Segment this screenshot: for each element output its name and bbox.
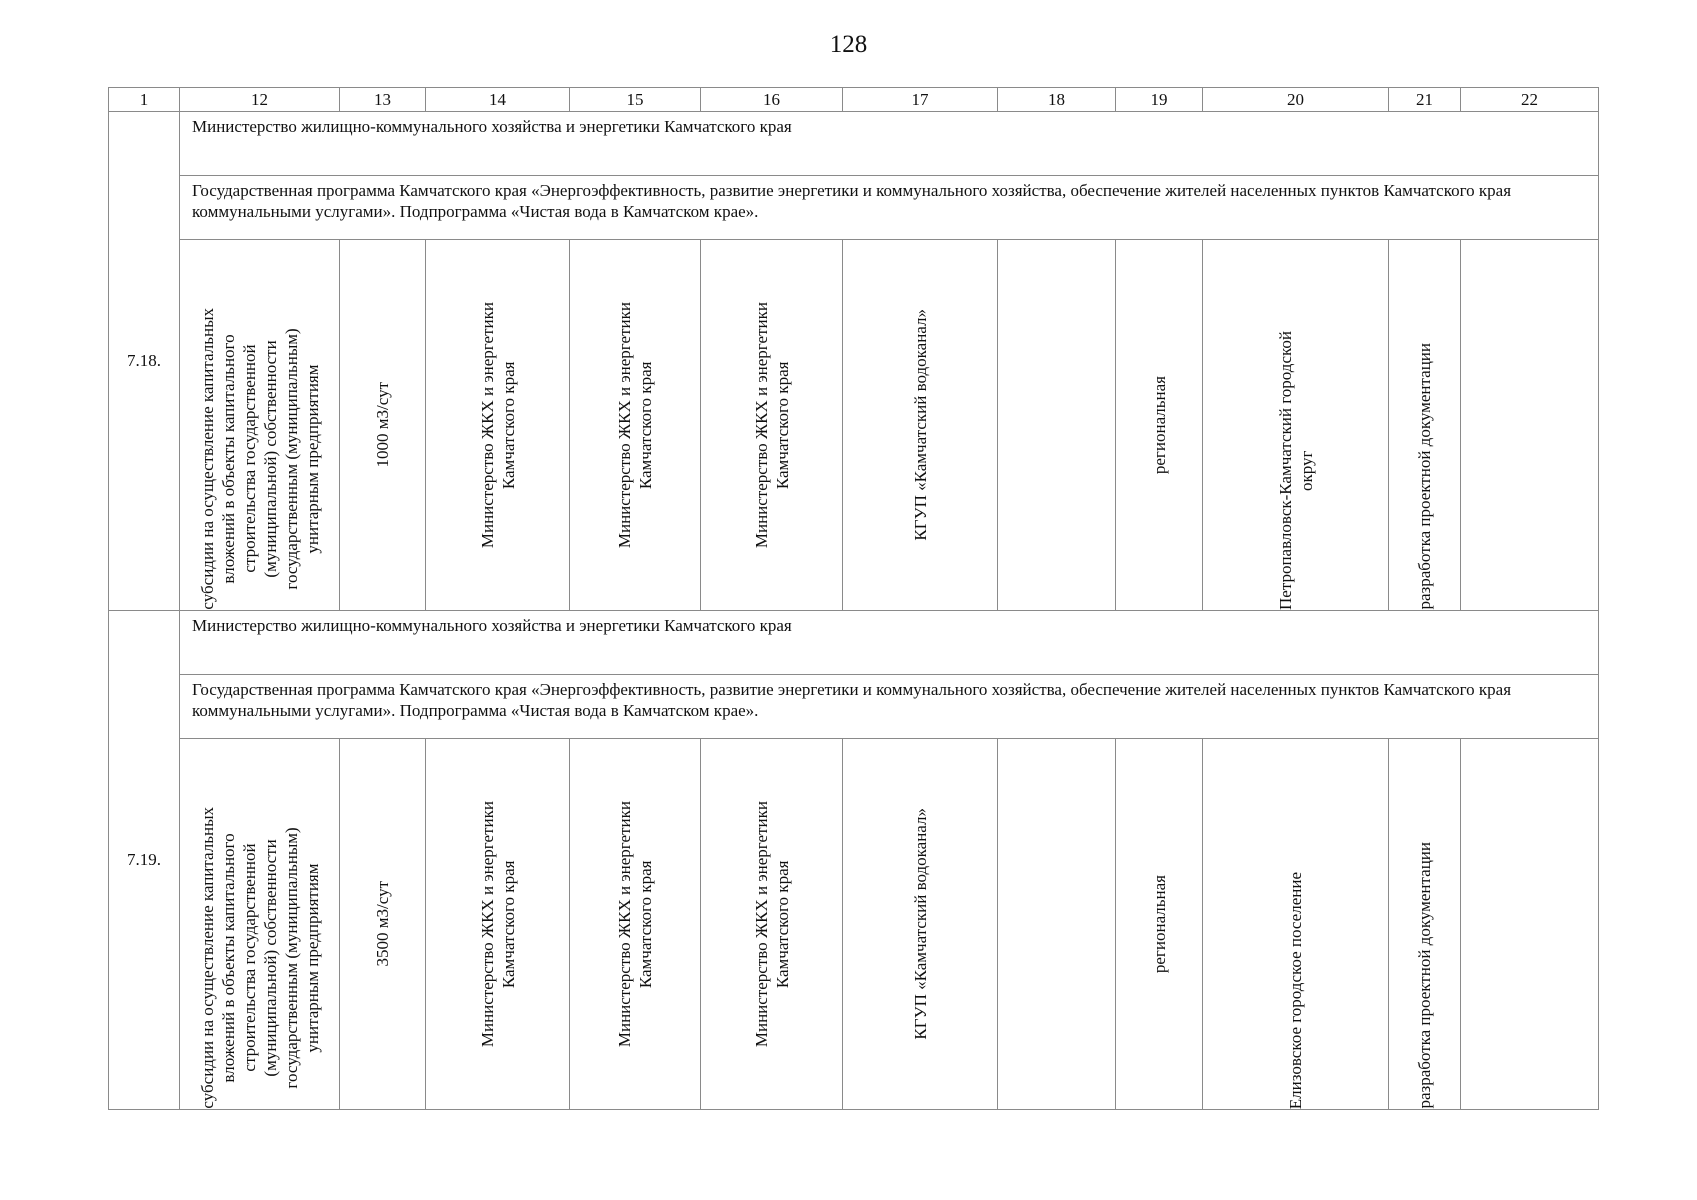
table-row-program	[109, 675, 1599, 739]
column-header: 15	[570, 88, 701, 112]
header-row	[109, 88, 1599, 112]
text-line: строительства государственной	[239, 844, 259, 1073]
vertical-text	[372, 382, 393, 467]
text-line: Министерство ЖКХ и энергетики	[751, 800, 771, 1048]
table-row-ministry	[109, 112, 1599, 176]
text-line: Елизовское городское поселение	[1286, 871, 1305, 1109]
column-header: 14	[426, 88, 570, 112]
vertical-text	[614, 801, 656, 1047]
text-line: вложений в объекты капитального	[218, 833, 238, 1083]
column-header: 12	[180, 88, 340, 112]
column-header: 20	[1203, 88, 1389, 112]
text-line: субсидии на осуществление капитальных	[197, 308, 217, 610]
text-line: субсидии на осуществление капитальных	[197, 807, 217, 1109]
text-line: государственным (муниципальным)	[281, 328, 301, 590]
cell-c14	[426, 240, 570, 611]
text-line: унитарным предприятиям	[302, 863, 322, 1053]
text-line: КГУП «Камчатский водоканал»	[910, 808, 930, 1040]
program-cell: Государственная программа Камчатского края «Энергоэффективность, развитие энергетики и коммунального хозяйства, обеспечение жителей населенных пунктов Камчатского края коммунальными услугами». Подпрограмма «Чистая вода в Камчатском крае».	[180, 176, 1599, 240]
vertical-text	[1149, 875, 1170, 973]
text-line: Камчатского края	[636, 860, 655, 988]
cell-c19	[1116, 739, 1203, 1110]
row-number: 7.18.	[109, 112, 180, 611]
column-header: 18	[998, 88, 1116, 112]
text-line: вложений в объекты капитального	[218, 334, 238, 584]
column-header: 13	[340, 88, 426, 112]
cell-c21	[1389, 739, 1461, 1110]
column-header: 21	[1389, 88, 1461, 112]
vertical-text	[751, 302, 793, 548]
column-header: 16	[701, 88, 843, 112]
cell-c13	[340, 739, 426, 1110]
text-line: (муниципальной) собственности	[260, 839, 280, 1077]
text-line: Министерство ЖКХ и энергетики	[751, 301, 771, 549]
text-line: Камчатского края	[498, 860, 518, 988]
text-line: Камчатского края	[636, 361, 655, 489]
row-number: 7.19.	[109, 611, 180, 1110]
vertical-text	[1285, 872, 1306, 1109]
project-table	[108, 87, 1599, 1110]
cell-c13	[340, 240, 426, 611]
text-line: разработка проектной документации	[1415, 343, 1434, 610]
cell-c15	[570, 739, 701, 1110]
text-line: округ	[1296, 450, 1316, 491]
page-number: 128	[829, 31, 868, 58]
vertical-text	[751, 801, 793, 1047]
text-line: Петропавловск-Камчатский городской	[1275, 331, 1295, 610]
vertical-text	[477, 302, 519, 548]
vertical-text	[1149, 376, 1170, 474]
text-line: государственным (муниципальным)	[281, 827, 301, 1089]
cell-c20	[1203, 739, 1389, 1110]
vertical-text	[197, 807, 323, 1109]
text-line: региональная	[1149, 874, 1169, 974]
cell-c21	[1389, 240, 1461, 611]
cell-c18	[998, 240, 1116, 611]
column-header: 22	[1461, 88, 1599, 112]
vertical-text	[1275, 331, 1317, 610]
cell-c16	[701, 240, 843, 611]
text-line: Камчатского края	[498, 361, 518, 489]
text-line: КГУП «Камчатский водоканал»	[910, 309, 930, 541]
text-line: региональная	[1149, 375, 1169, 475]
program-cell: Государственная программа Камчатского края «Энергоэффективность, развитие энергетики и коммунального хозяйства, обеспечение жителей населенных пунктов Камчатского края коммунальными услугами». Подпрограмма «Чистая вода в Камчатском крае».	[180, 675, 1599, 739]
text-line: 3500 м3/сут	[373, 881, 392, 967]
vertical-text	[1414, 842, 1435, 1109]
cell-c18	[998, 739, 1116, 1110]
cell-c14	[426, 739, 570, 1110]
table-row-details	[109, 240, 1599, 611]
table-body	[109, 88, 1599, 1110]
vertical-text	[614, 302, 656, 548]
text-line: Министерство ЖКХ и энергетики	[477, 301, 497, 549]
text-line: (муниципальной) собственности	[260, 340, 280, 578]
cell-c19	[1116, 240, 1203, 611]
text-line: Министерство ЖКХ и энергетики	[615, 301, 634, 549]
vertical-text	[910, 309, 931, 541]
column-header: 1	[109, 88, 180, 112]
cell-c12	[180, 739, 340, 1110]
table-row-ministry	[109, 611, 1599, 675]
text-line: 1000 м3/сут	[373, 382, 392, 468]
column-header: 17	[843, 88, 998, 112]
table-row-program	[109, 176, 1599, 240]
text-line: строительства государственной	[239, 345, 259, 574]
vertical-text	[197, 308, 323, 610]
cell-c15	[570, 240, 701, 611]
text-line: Министерство ЖКХ и энергетики	[477, 800, 497, 1048]
cell-c12	[180, 240, 340, 611]
column-header: 19	[1116, 88, 1203, 112]
cell-c22	[1461, 739, 1599, 1110]
table-row-details	[109, 739, 1599, 1110]
vertical-text	[1414, 343, 1435, 610]
cell-c17	[843, 739, 998, 1110]
ministry-cell: Министерство жилищно-коммунального хозяйства и энергетики Камчатского края	[180, 112, 1599, 176]
text-line: Камчатского края	[772, 860, 792, 988]
cell-c16	[701, 739, 843, 1110]
text-line: разработка проектной документации	[1415, 842, 1434, 1109]
text-line: унитарным предприятиям	[302, 364, 322, 554]
ministry-cell: Министерство жилищно-коммунального хозяйства и энергетики Камчатского края	[180, 611, 1599, 675]
cell-c17	[843, 240, 998, 611]
cell-c20	[1203, 240, 1389, 611]
vertical-text	[910, 808, 931, 1040]
vertical-text	[477, 801, 519, 1047]
text-line: Министерство ЖКХ и энергетики	[615, 800, 634, 1048]
vertical-text	[372, 881, 393, 966]
cell-c22	[1461, 240, 1599, 611]
text-line: Камчатского края	[772, 361, 792, 489]
